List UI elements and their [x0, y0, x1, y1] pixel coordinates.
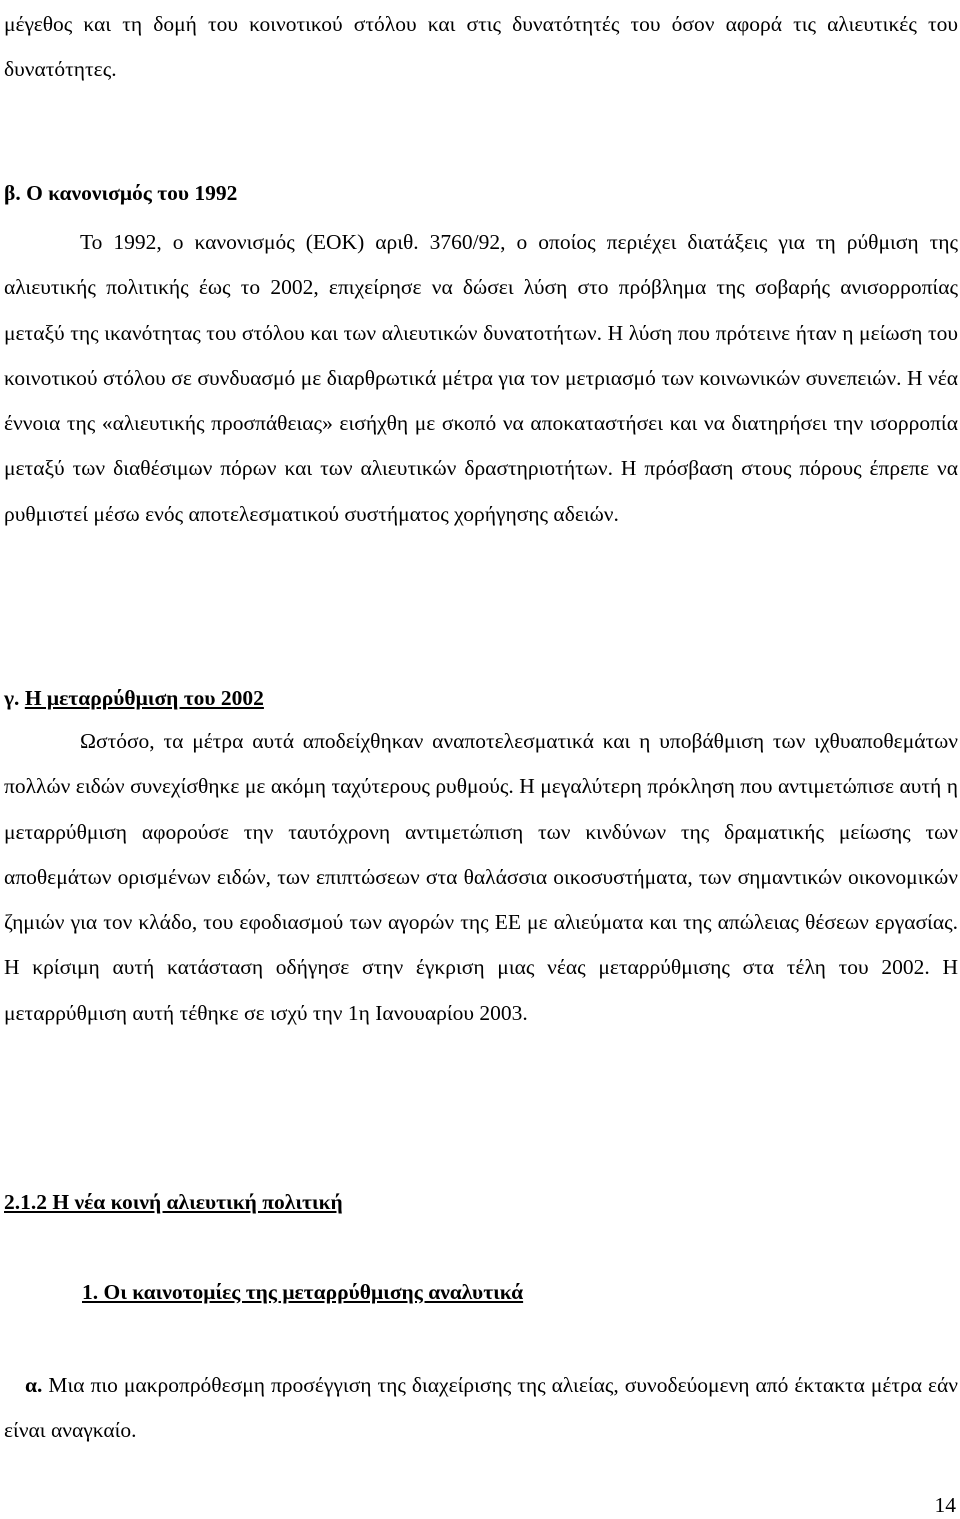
section-b-paragraph: Το 1992, ο κανονισμός (ΕΟΚ) αριθ. 3760/92, ο οποίος περιέχει διατάξεις για τη ρύθμιση της αλιευτικής πολιτικής έως το 2002, επιχείρησε να δώσει λύση στο πρόβλημα της σοβαρής ανισορροπίας μεταξύ της ικανότητας του στόλου και των αλιευτικών δυνατοτήτων. Η λύση που πρότεινε ήταν η μείωση του κοινοτικού στόλου σε συνδυασμό με διαρθρωτικά μέτρα για τον μετριασμό των κοινωνικών συνεπειών. Η νέα έννοια της «αλιευτικής προσπάθειας» εισήχθη με σκοπό να αποκαταστήσει και να διατηρήσει την ισορροπία μεταξύ των διαθέσιμων πόρων και των αλιευτικών δραστηριοτήτων. Η πρόσβαση στους πόρους έπρεπε να ρυθμιστεί μέσω ενός αποτελεσματικού συστήματος χορήγησης αδειών.	[4, 230, 958, 526]
section-b-heading: β. Ο κανονισμός του 1992	[4, 181, 238, 205]
item-a-text: Μια πιο μακροπρόθεσμη προσέγγιση της διαχείρισης της αλιείας, συνοδεύομενη από έκτακτα μέτρα εάν είναι αναγκαίο.	[4, 1373, 959, 1443]
section-212-heading: 2.1.2 Η νέα κοινή αλιευτική πολιτική	[4, 1190, 343, 1214]
section-c-title: Η μεταρρύθμιση του 2002	[24, 686, 264, 710]
section-c-paragraph-block	[4, 719, 958, 1036]
item-a-paragraph	[4, 1363, 958, 1454]
section-c-heading	[4, 683, 264, 713]
item-a-label: α.	[25, 1373, 43, 1397]
subsection-1-heading: 1. Οι καινοτομίες της μεταρρύθμισης αναλυτικά	[82, 1280, 524, 1304]
continuation-paragraph-block	[4, 2, 958, 93]
section-b-paragraph-block	[4, 220, 958, 537]
item-a-block	[4, 1363, 958, 1454]
section-c-label: γ.	[4, 686, 20, 710]
page-number: 14	[934, 1493, 956, 1517]
continuation-paragraph: μέγεθος και τη δομή του κοινοτικού στόλου και στις δυνατότητές του όσον αφορά τις αλιευτικές του δυνατότητες.	[4, 12, 958, 82]
section-c-paragraph: Ωστόσο, τα μέτρα αυτά αποδείχθηκαν αναποτελεσματικά και η υποβάθμιση των ιχθυαποθεμάτων πολλών ειδών συνεχίσθηκε με ακόμη ταχύτερους ρυθμούς. Η μεγαλύτερη πρόκληση που αντιμετώπισε αυτή η μεταρρύθμιση αφορούσε την ταυτόχρονη αντιμετώπιση των κινδύνων της δραματικής μείωσης των αποθεμάτων ορισμένων ειδών, των επιπτώσεων στα θαλάσσια οικοσυστήματα, των σημαντικών οικονομικών ζημιών για τον κλάδο, του εφοδιασμού των αγορών της ΕΕ με αλιεύματα και της απώλειας θέσεων εργασίας. Η κρίσιμη αυτή κατάσταση οδήγησε στην έγκριση μιας νέας μεταρρύθμισης στα τέλη του 2002. Η μεταρρύθμιση αυτή τέθηκε σε ισχύ την 1η Ιανουαρίου 2003.	[4, 729, 958, 1025]
